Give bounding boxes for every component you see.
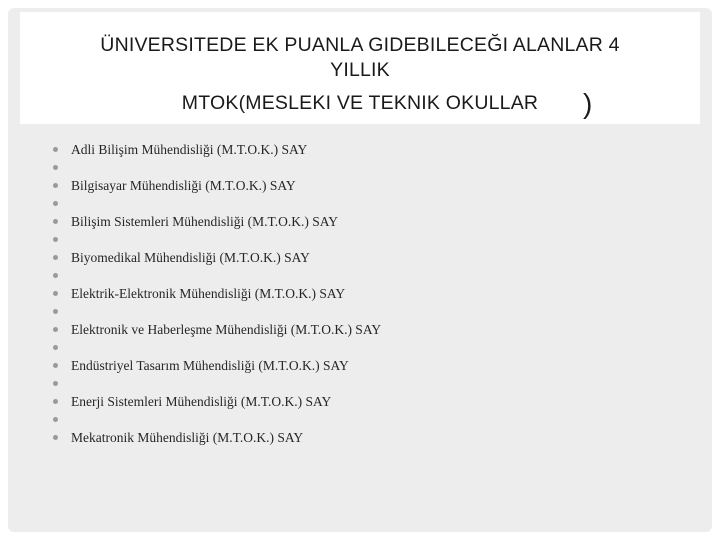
list-item-label: Biyomedikal Mühendisliği (M.T.O.K.) SAY	[71, 250, 310, 265]
title-line-1: ÜNIVERSITEDE EK PUANLA GIDEBILECEĞI ALANLAR 4	[100, 34, 620, 56]
title-line-3: MTOK(MESLEKI VE TEKNIK OKULLAR	[181, 92, 539, 114]
list-item-label: Mekatronik Mühendisliği (M.T.O.K.) SAY	[71, 430, 304, 445]
bullet-icon	[53, 291, 58, 296]
bullet-icon	[53, 201, 58, 206]
list-item-label: Bilişim Sistemleri Mühendisliği (M.T.O.K.) SAY	[71, 214, 339, 229]
bullet-icon	[53, 345, 58, 350]
title-box	[20, 12, 700, 124]
list-item-label: Endüstriyel Tasarım Mühendisliği (M.T.O.K.) SAY	[71, 358, 349, 373]
bullet-icon	[53, 381, 58, 386]
bullet-icon	[53, 219, 58, 224]
bullet-icon	[53, 417, 58, 422]
list-item-label: Elektronik ve Haberleşme Mühendisliği (M.T.O.K.) SAY	[71, 322, 382, 337]
bullet-icon	[53, 237, 58, 242]
bullet-icon	[53, 183, 58, 188]
bullet-icon	[53, 147, 58, 152]
bullet-icon	[53, 399, 58, 404]
title-line-2: YILLIK	[330, 59, 390, 81]
list-item-label: Adli Bilişim Mühendisliği (M.T.O.K.) SAY	[71, 142, 308, 157]
list-item-label: Bilgisayar Mühendisliği (M.T.O.K.) SAY	[71, 178, 296, 193]
bullet-icon	[53, 255, 58, 260]
title-closing-paren: )	[583, 88, 593, 119]
bullet-icon	[53, 165, 58, 170]
bullet-icon	[53, 327, 58, 332]
list-item-label: Enerji Sistemleri Mühendisliği (M.T.O.K.) SAY	[71, 394, 332, 409]
bullet-icon	[53, 273, 58, 278]
list-item-label: Elektrik-Elektronik Mühendisliği (M.T.O.K.) SAY	[71, 286, 346, 301]
bullet-icon	[53, 363, 58, 368]
bullet-icon	[53, 309, 58, 314]
bullet-icon	[53, 435, 58, 440]
